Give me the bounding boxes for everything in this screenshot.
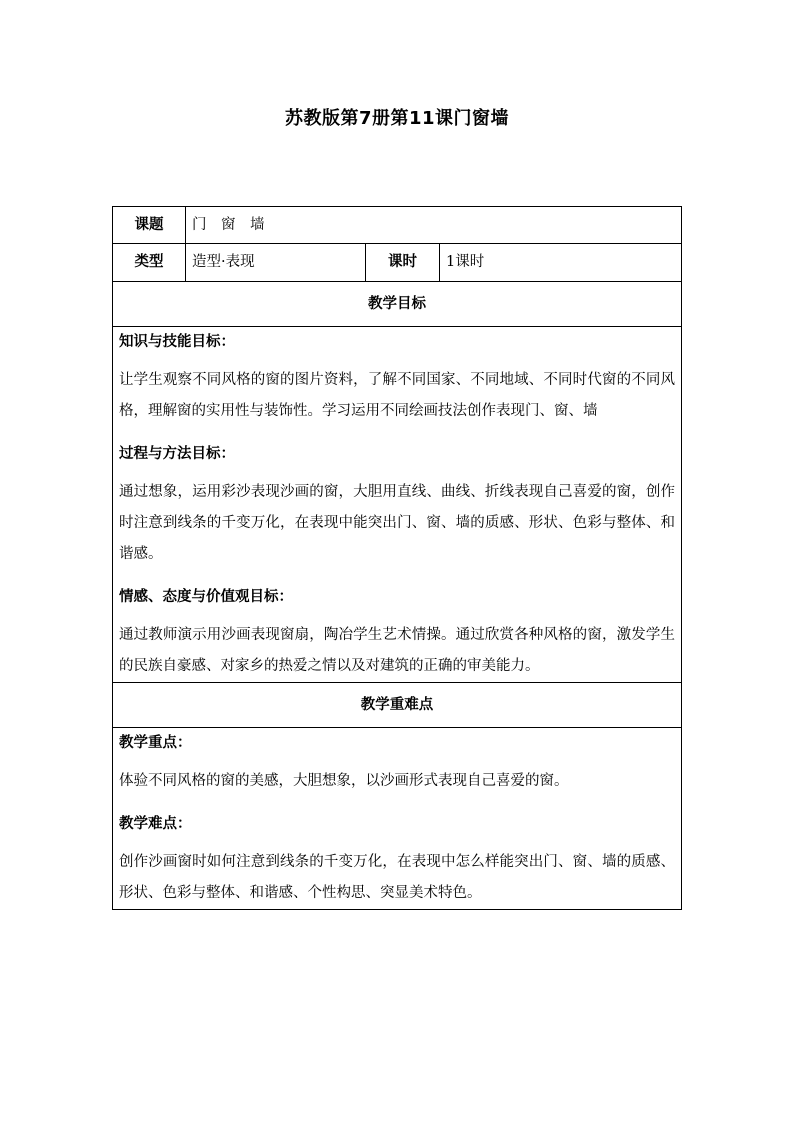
key-points-content-row [113, 728, 682, 910]
emotion-heading: 情感、态度与价值观目标： [119, 589, 293, 605]
key-points-heading: 教学重难点 [113, 683, 682, 728]
objectives-content [113, 327, 682, 683]
document-title: 苏教版第7册第11课门窗墙 [284, 108, 510, 129]
topic-row [113, 207, 682, 244]
key-points-heading-row [113, 683, 682, 728]
type-value: 造型·表现 [186, 244, 366, 282]
difficulty-text: 创作沙画窗时如何注意到线条的千变万化，在表现中怎么样能突出门、窗、墙的质感、形状、色彩与整体、和谐感、个性构思、突显美术特色。 [119, 854, 675, 901]
type-label: 类型 [113, 244, 186, 282]
period-label: 课时 [366, 244, 440, 282]
objectives-content-row [113, 327, 682, 683]
objectives-heading-row [113, 282, 682, 327]
difficulty-heading: 教学难点： [119, 816, 192, 832]
knowledge-heading: 知识与技能目标： [119, 334, 235, 350]
objectives-heading: 教学目标 [113, 282, 682, 327]
topic-value: 门 窗 墙 [186, 207, 682, 244]
knowledge-text: 让学生观察不同风格的窗的图片资料，了解不同国家、不同地域、不同时代窗的不同风格，理解窗的实用性与装饰性。学习运用不同绘画技法创作表现门、窗、墙 [119, 372, 675, 419]
period-value: 1课时 [440, 244, 682, 282]
topic-label: 课题 [113, 207, 186, 244]
process-heading: 过程与方法目标： [119, 446, 235, 462]
focus-text: 体验不同风格的窗的美感，大胆想象，以沙画形式表现自己喜爱的窗。 [119, 773, 569, 789]
process-text: 通过想象，运用彩沙表现沙画的窗，大胆用直线、曲线、折线表现自己喜爱的窗，创作时注意到线条的千变万化，在表现中能突出门、窗、墙的质感、形状、色彩与整体、和谐感。 [119, 484, 675, 562]
emotion-text: 通过教师演示用沙画表现窗扇，陶冶学生艺术情操。通过欣赏各种风格的窗，激发学生的民族自豪感、对家乡的热爱之情以及对建筑的正确的审美能力。 [119, 627, 675, 674]
type-row [113, 244, 682, 282]
key-points-content [113, 728, 682, 910]
lesson-plan-table [112, 206, 682, 910]
focus-heading: 教学重点： [119, 735, 192, 751]
